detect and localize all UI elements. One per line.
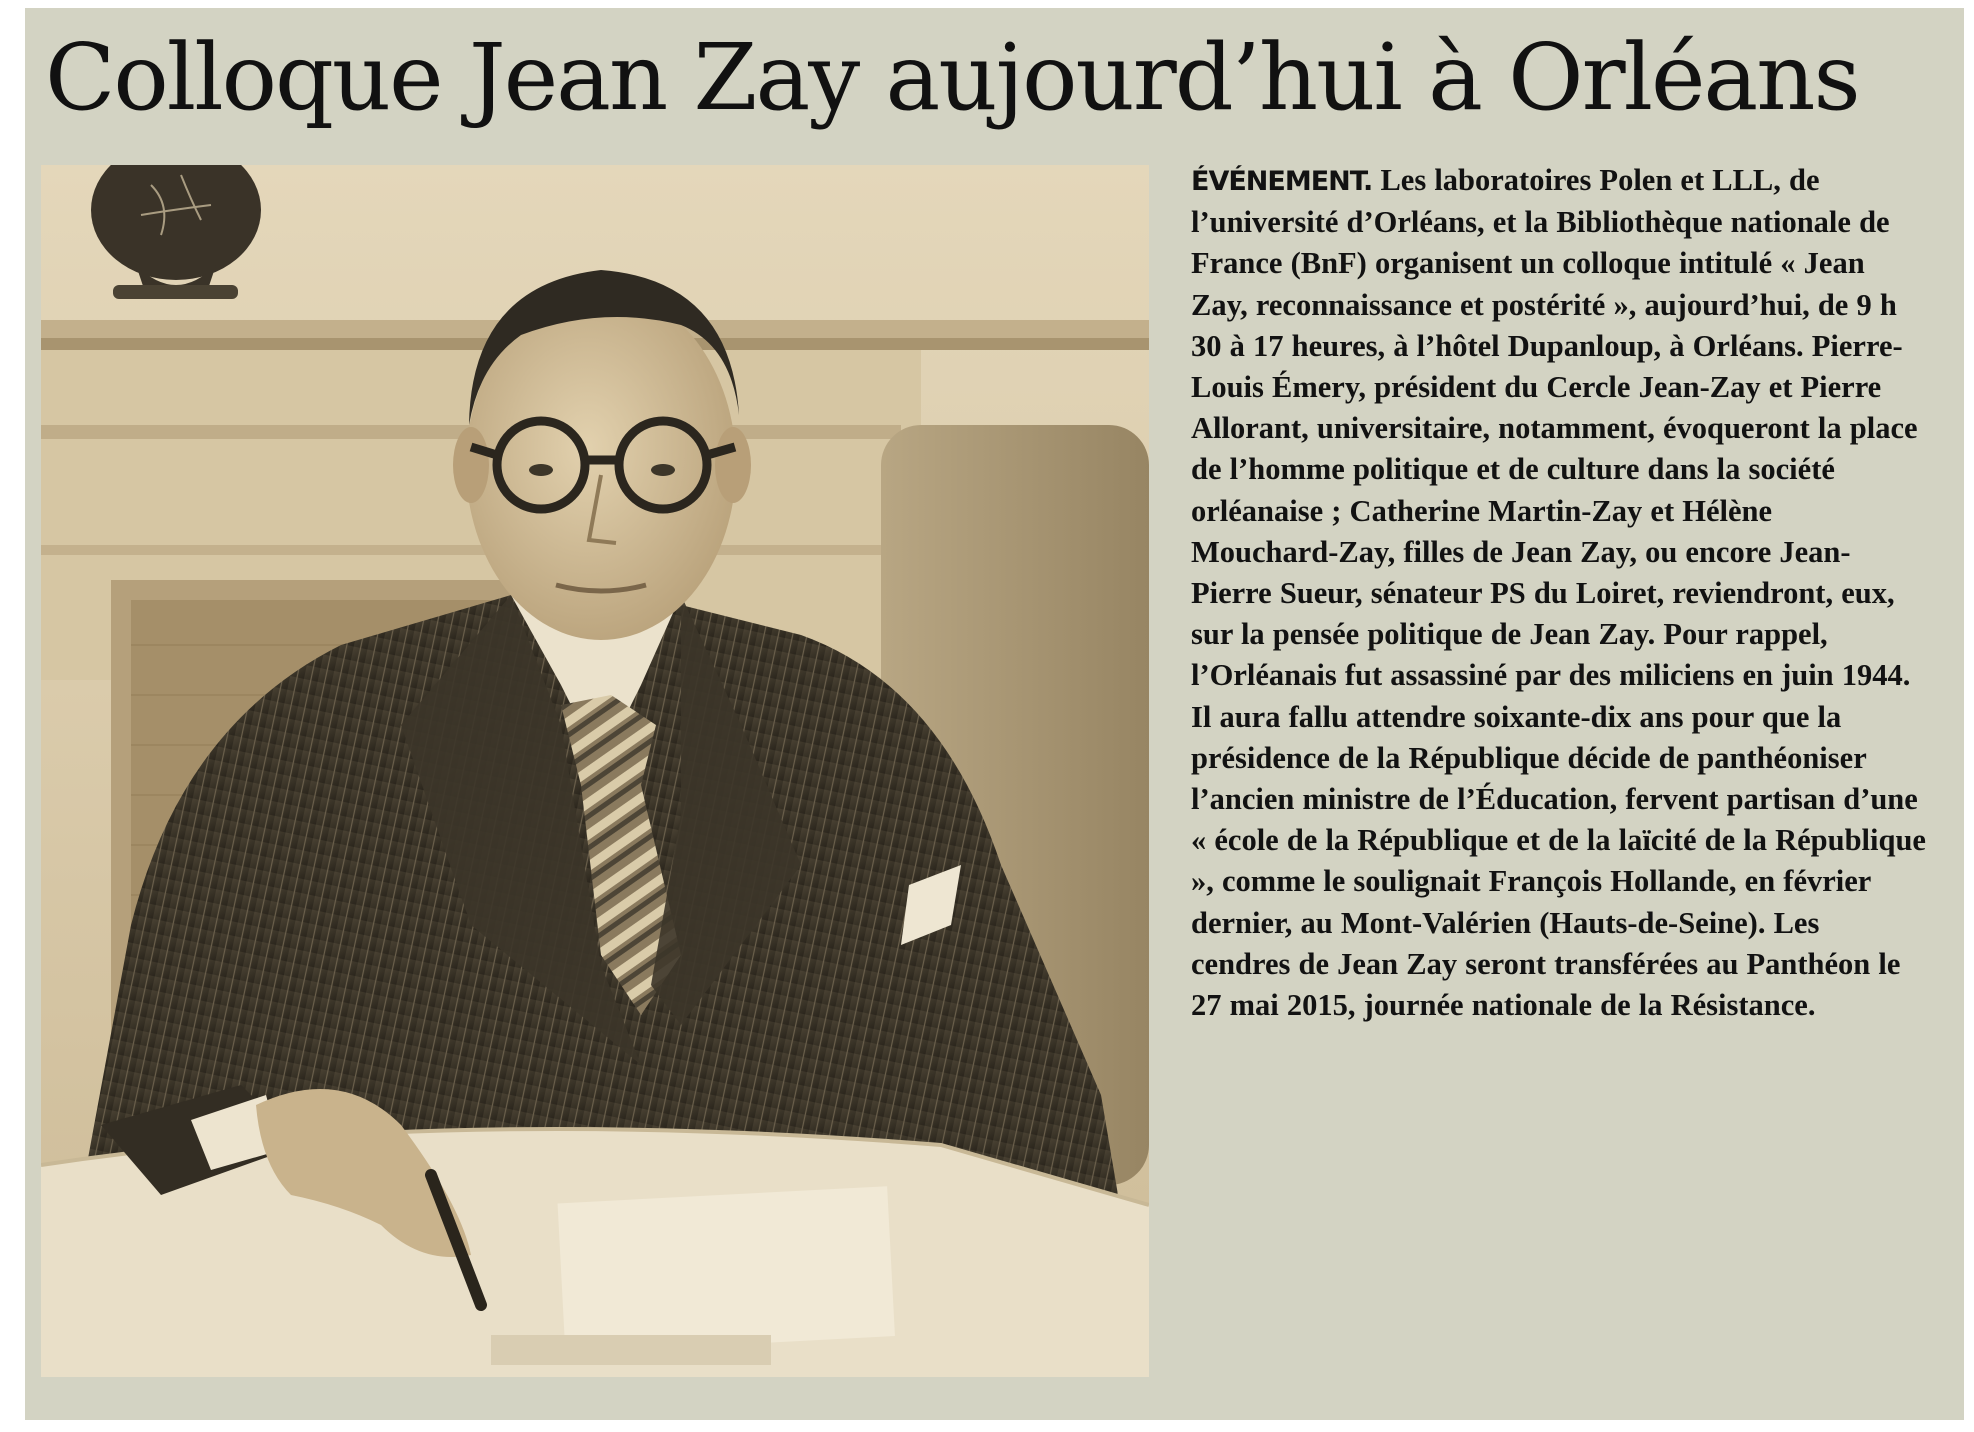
lead-label: ÉVÉNEMENT. [1191, 166, 1373, 197]
article-body [1191, 160, 1926, 1026]
portrait-photo-drawing [41, 165, 1149, 1377]
article-body-text: Les laboratoires Polen et LLL, de l’université d’Orléans, et la Bibliothèque nationale de France (BnF) organisent un colloque intitulé « Jean Zay, reconnaissance et postérité », aujourd’hui, de 9 h 30 à 17 heures, à l’hôtel Dupanloup, à Orléans. Pierre-Louis Émery, président du Cercle Jean-Zay et Pierre Allorant, universitaire, notamment, évoqueront la place de l’homme politique et de culture dans la société orléanaise ; Catherine Martin-Zay et Hélène Mouchard-Zay, filles de Jean Zay, ou encore Jean-Pierre Sueur, sénateur PS du Loiret, reviendront, eux, sur la pensée politique de Jean Zay. Pour rappel, l’Orléanais fut assassiné par des miliciens en juin 1944. Il aura fallu attendre soixante-dix ans pour que la présidence de la République décide de panthéoniser l’ancien ministre de l’Éducation, fervent partisan d’une « école de la République et de la laïcité de la République », comme le soulignait François Hollande, en février dernier, au Mont-Valérien (Hauts-de-Seine). Les cendres de Jean Zay seront transférées au Panthéon le 27 mai 2015, journée nationale de la Résistance. [1191, 163, 1926, 1023]
portrait-photo [41, 165, 1149, 1377]
headline: Colloque Jean Zay aujourd’hui à Orléans [45, 24, 1859, 131]
